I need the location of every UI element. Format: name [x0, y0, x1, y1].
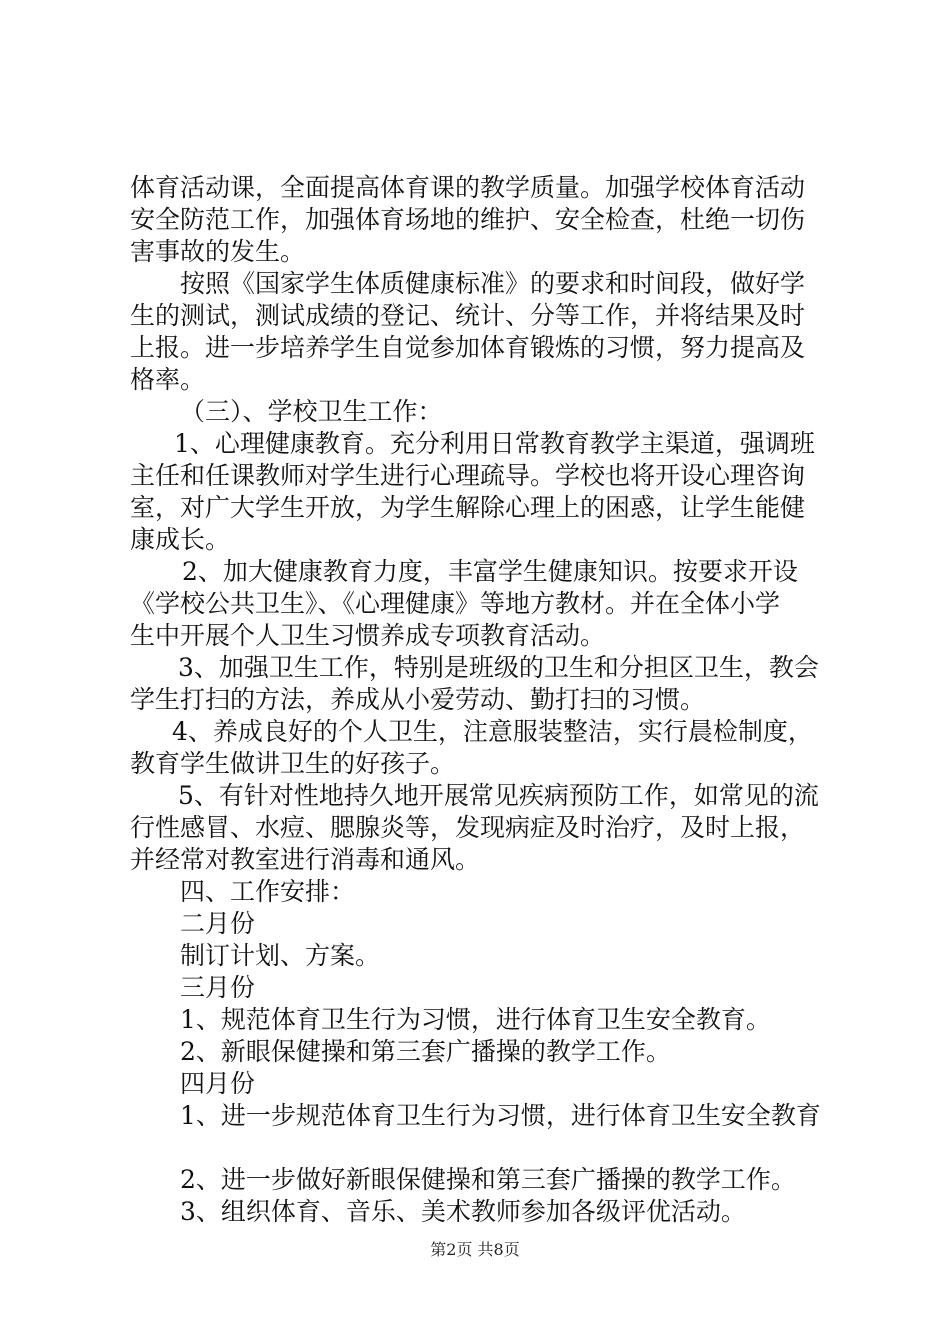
- month-heading: 三月份: [180, 973, 256, 1002]
- text-line: 按照《国家学生体质健康标准》的要求和时间段，做好学: [180, 269, 806, 298]
- text-line: 主任和任课教师对学生进行心理疏导。学校也将开设心理咨询: [130, 461, 806, 490]
- text-line: 3、组织体育、音乐、美术教师参加各级评优活动。: [180, 1197, 746, 1226]
- text-line: 生的测试，测试成绩的登记、统计、分等工作，并将结果及时: [130, 301, 806, 330]
- text-line: 行性感冒、水痘、腮腺炎等，发现病症及时治疗，及时上报，: [130, 813, 806, 842]
- text-line: 格率。: [130, 365, 206, 394]
- section-heading: （三）、学校卫生工作：: [180, 397, 443, 426]
- text-line: 学生打扫的方法，养成从小爱劳动、勤打扫的习惯。: [130, 685, 706, 714]
- text-line: 并经常对教室进行消毒和通风。: [130, 845, 481, 874]
- text-line: 安全防范工作，加强体育场地的维护、安全检查，杜绝一切伤: [130, 205, 806, 234]
- month-heading: 二月份: [180, 909, 256, 938]
- text-line: 教育学生做讲卫生的好孩子。: [130, 749, 456, 778]
- text-line: 室，对广大学生开放，为学生解除心理上的困惑，让学生能健: [130, 493, 806, 522]
- text-line: 1、进一步规范体育卫生行为习惯，进行体育卫生安全教育: [180, 1101, 821, 1130]
- text-line: 害事故的发生。: [130, 237, 306, 266]
- text-line: 1、心理健康教育。充分利用日常教育教学主渠道，强调班: [174, 429, 815, 458]
- text-line: 2、新眼保健操和第三套广播操的教学工作。: [180, 1037, 671, 1066]
- blank-line: [130, 1132, 830, 1164]
- text-line: 康成长。: [130, 525, 231, 554]
- text-line: 2、加大健康教育力度，丰富学生健康知识。按要求开设: [182, 557, 798, 586]
- text-line: 《学校公共卫生》、《心理健康》等地方教材。并在全体小学: [130, 589, 781, 618]
- document-body: [130, 172, 830, 1228]
- text-line: 上报。进一步培养学生自觉参加体育锻炼的习惯，努力提高及: [130, 333, 806, 362]
- text-line: 体育活动课，全面提高体育课的教学质量。加强学校体育活动: [130, 173, 806, 202]
- page-number-footer: 第2页 共8页: [430, 1240, 520, 1259]
- text-line: 3、加强卫生工作，特别是班级的卫生和分担区卫生，教会: [178, 653, 819, 682]
- text-line: 制订计划、方案。: [180, 941, 381, 970]
- month-heading: 四月份: [180, 1069, 256, 1098]
- section-heading: 四、工作安排：: [180, 877, 356, 906]
- text-line: 1、规范体育卫生行为习惯，进行体育卫生安全教育。: [180, 1005, 771, 1034]
- text-line: 5、有针对性地持久地开展常见疾病预防工作，如常见的流: [178, 781, 819, 810]
- text-line: 4、养成良好的个人卫生，注意服装整洁，实行晨检制度，: [172, 717, 813, 746]
- text-line: 2、进一步做好新眼保健操和第三套广播操的教学工作。: [180, 1165, 796, 1194]
- text-line: 生中开展个人卫生习惯养成专项教育活动。: [130, 621, 606, 650]
